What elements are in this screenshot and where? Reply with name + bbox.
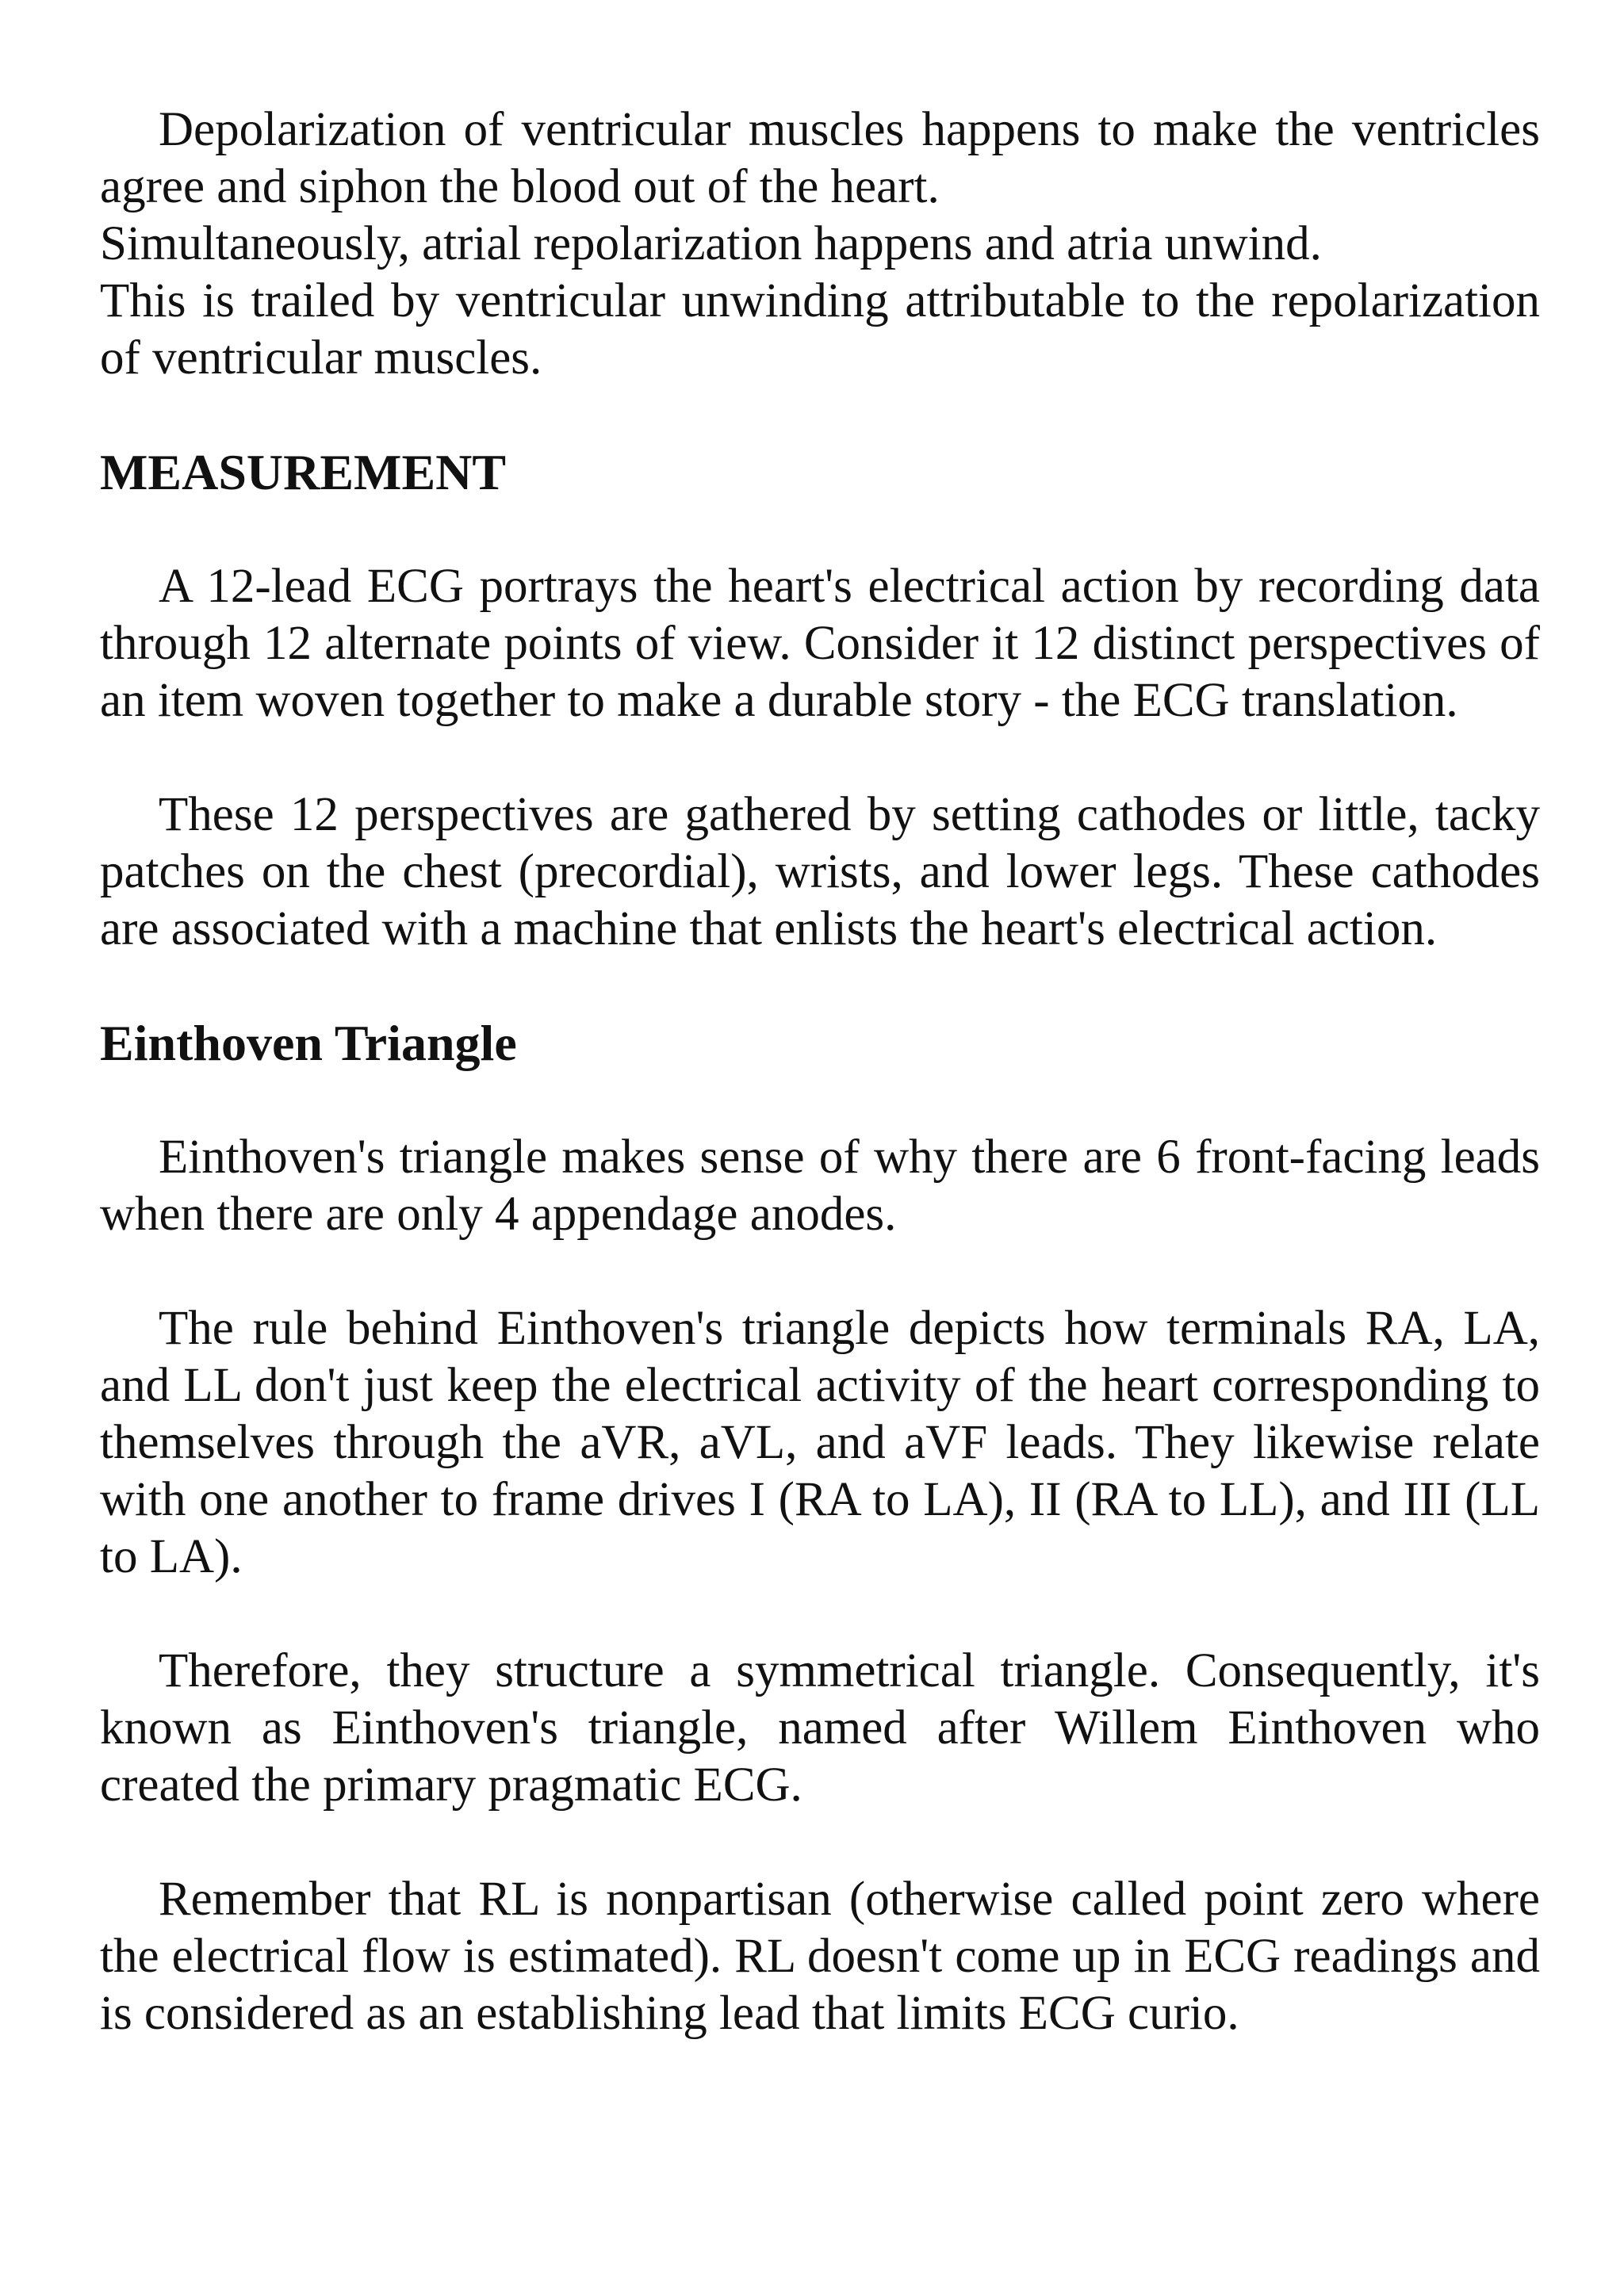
line-atrial-repolarization: Simultaneously, atrial repolarization happens and atria unwind. xyxy=(100,217,1322,270)
paragraph-12-perspectives: These 12 perspectives are gathered by setting cathodes or little, tacky patches on the chest (precordial), wrists, and lower legs. These cathodes are associated with a machine that enlists the heart's electrical action. xyxy=(100,788,1540,955)
spacer xyxy=(100,503,1540,558)
paragraph-symmetrical-triangle: Therefore, they structure a symmetrical triangle. Consequently, it's known as Einthoven's triangle, named after Willem Einthoven who created the primary pragmatic ECG. xyxy=(100,1644,1540,1812)
paragraph-einthoven-rule: The rule behind Einthoven's triangle depicts how terminals RA, LA, and LL don't just keep the electrical activity of the heart corresponding to themselves through the aVR, aVL, and aVF leads. They likewise relate with one another to frame drives I (RA to LA), II (RA to LL), and III (LL to LA). xyxy=(100,1302,1540,1583)
spacer xyxy=(100,1243,1540,1300)
heading-measurement: MEASUREMENT xyxy=(100,444,507,500)
document-page xyxy=(100,101,1540,2042)
spacer xyxy=(100,1814,1540,1871)
paragraph-ventricular-unwinding: This is trailed by ventricular unwinding attributable to the repolarization of ventricular muscles. xyxy=(100,274,1540,385)
paragraph-12-lead-ecg: A 12-lead ECG portrays the heart's electrical action by recording data through 12 alternate points of view. Consider it 12 distinct perspectives of an item woven together to make a durable story - the ECG translation. xyxy=(100,560,1540,727)
spacer xyxy=(100,1073,1540,1129)
spacer xyxy=(100,729,1540,786)
spacer xyxy=(100,387,1540,442)
paragraph-rl-neutral: Remember that RL is nonpartisan (otherwise called point zero where the electrical flow is estimated). RL doesn't come up in ECG readings and is considered as an establishing lead that limits ECG curio. xyxy=(100,1873,1540,2040)
paragraph-front-facing-leads: Einthoven's triangle makes sense of why there are 6 front-facing leads when there are only 4 appendage anodes. xyxy=(100,1131,1540,1241)
spacer xyxy=(100,958,1540,1013)
spacer xyxy=(100,1586,1540,1643)
paragraph-depolarization: Depolarization of ventricular muscles happens to make the ventricles agree and siphon the blood out of the heart. xyxy=(100,103,1540,213)
heading-einthoven-triangle: Einthoven Triangle xyxy=(100,1015,517,1071)
